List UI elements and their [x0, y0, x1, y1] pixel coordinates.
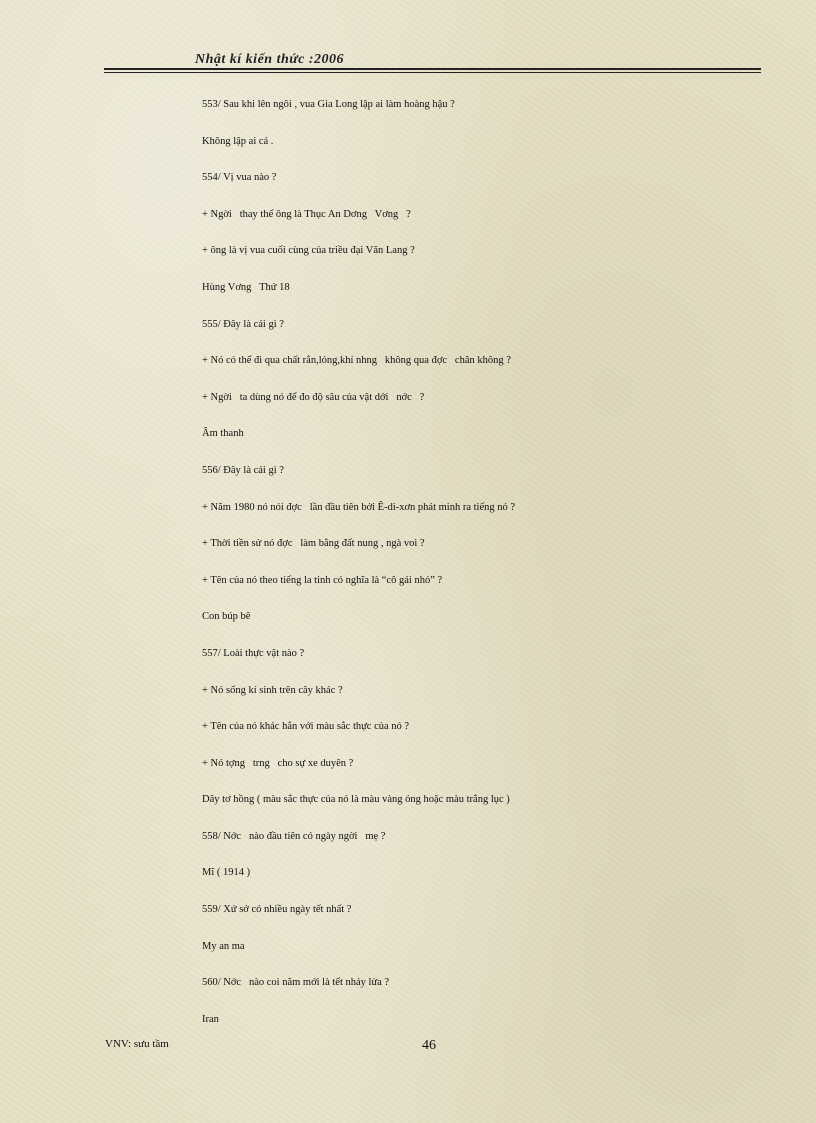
clue-554-1: + Ngời thay thế ông là Thục An Dơng Vơng ? — [202, 208, 411, 220]
footer-credit: VNV: sưu tầm — [105, 1038, 169, 1050]
document-body — [202, 98, 622, 1049]
answer-554: Hùng Vơng Thứ 18 — [202, 281, 290, 293]
question-557: 557/ Loài thực vật nào ? — [202, 647, 305, 659]
answer-558: Mĩ ( 1914 ) — [202, 867, 251, 879]
header-title: Nhật kí kiến thức :2006 — [195, 52, 345, 67]
clue-555-1: + Nó có thể đi qua chất rắn,lỏng,khí nhng không qua đợc chân không ? — [202, 355, 511, 367]
clue-557-2: + Tên của nó khác hẳn với màu sắc thực của nó ? — [202, 721, 410, 733]
clue-556-3: + Tên của nó theo tiếng la tinh có nghĩa là “cô gái nhỏ” ? — [202, 574, 443, 586]
question-556: 556/ Đây là cái gì ? — [202, 464, 284, 476]
question-560: 560/ Nớc nào coi năm mới là tết nhảy lửa ? — [202, 977, 390, 989]
answer-553: Không lập ai cả . — [202, 135, 274, 147]
clue-556-2: + Thời tiền sử nó đợc làm bằng đất nung , ngà voi ? — [202, 538, 425, 550]
clue-555-2: + Ngời ta dùng nó để đo độ sâu của vật dới nớc ? — [202, 391, 425, 403]
answer-559: My an ma — [202, 940, 245, 952]
page-number: 46 — [422, 1038, 436, 1053]
answer-557: Dây tơ hồng ( màu sắc thực của nó là màu vàng óng hoặc màu trắng lục ) — [202, 794, 510, 806]
header-rule-thin — [104, 72, 761, 73]
clue-556-1: + Năm 1980 nó nói đợc lần đầu tiên bởi Ê-di-xơn phát minh ra tiếng nó ? — [202, 501, 516, 513]
question-558: 558/ Nớc nào đầu tiên có ngày ngời mẹ ? — [202, 830, 386, 842]
answer-555: Âm thanh — [202, 428, 244, 440]
question-554: 554/ Vị vua nào ? — [202, 172, 277, 184]
answer-560: Iran — [202, 1013, 219, 1025]
clue-557-3: + Nó tợng trng cho sự xe duyên ? — [202, 757, 354, 769]
question-555: 555/ Đây là cái gì ? — [202, 318, 284, 330]
answer-556: Con búp bê — [202, 611, 251, 623]
question-553: 553/ Sau khi lên ngôi , vua Gia Long lập ai làm hoàng hậu ? — [202, 99, 455, 110]
question-559: 559/ Xứ sở có nhiều ngày tết nhất ? — [202, 904, 352, 916]
clue-557-1: + Nó sống kí sinh trên cây khác ? — [202, 684, 343, 696]
header-rule — [104, 68, 761, 70]
clue-554-2: + ông là vị vua cuối cùng của triều đại Văn Lang ? — [202, 245, 415, 257]
